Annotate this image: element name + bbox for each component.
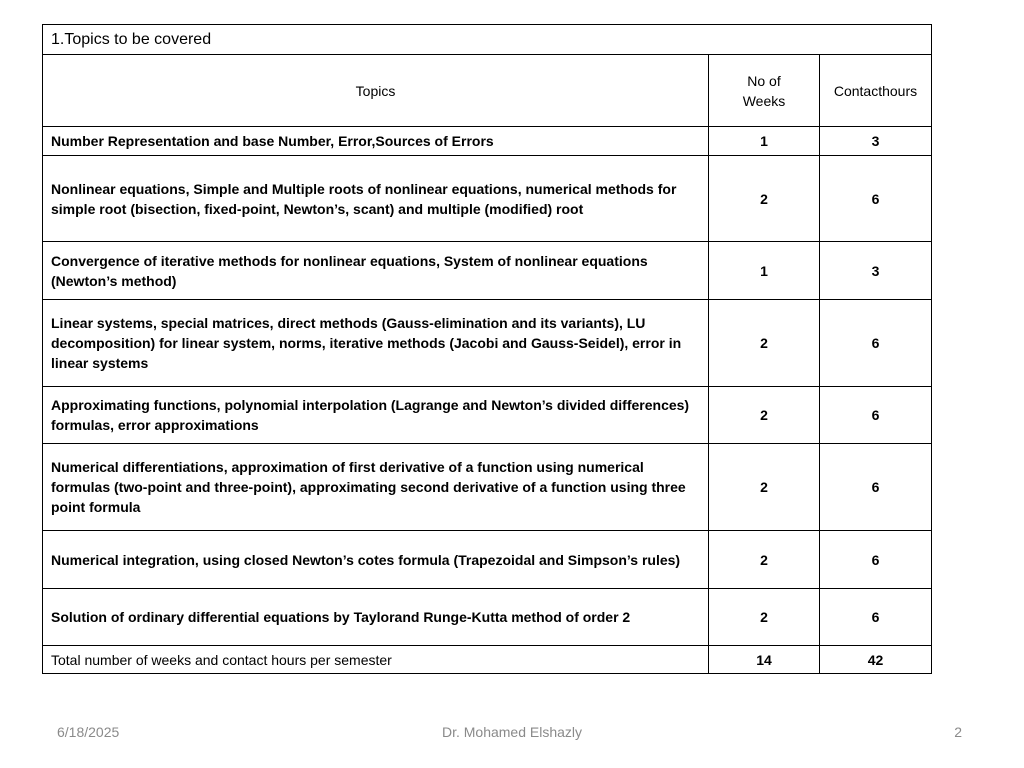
weeks-cell: 2 xyxy=(709,156,820,242)
header-row xyxy=(43,55,932,127)
hours-cell: 3 xyxy=(820,127,932,156)
table-row xyxy=(43,300,932,387)
topic-cell: Solution of ordinary differential equations by Taylorand Runge-Kutta method of order 2 xyxy=(43,589,709,646)
topics-table xyxy=(42,24,932,674)
total-label: Total number of weeks and contact hours per semester xyxy=(43,646,709,674)
weeks-cell: 2 xyxy=(709,531,820,589)
header-weeks-line1: No of xyxy=(747,72,781,89)
header-weeks xyxy=(709,55,820,127)
table-title: 1.Topics to be covered xyxy=(43,25,932,55)
table-row xyxy=(43,242,932,300)
hours-cell: 6 xyxy=(820,531,932,589)
table-row xyxy=(43,156,932,242)
weeks-cell: 2 xyxy=(709,444,820,531)
header-weeks-line2: Weeks xyxy=(742,92,786,109)
table-row xyxy=(43,387,932,444)
header-hours: Contacthours xyxy=(820,55,932,127)
topic-cell: Convergence of iterative methods for nonlinear equations, System of nonlinear equations (Newton’s method) xyxy=(43,242,709,300)
table-row xyxy=(43,127,932,156)
topic-cell: Approximating functions, polynomial interpolation (Lagrange and Newton’s divided differences) formulas, error approximations xyxy=(43,387,709,444)
weeks-cell: 1 xyxy=(709,127,820,156)
topic-cell: Number Representation and base Number, Error,Sources of Errors xyxy=(43,127,709,156)
hours-cell: 6 xyxy=(820,300,932,387)
hours-cell: 6 xyxy=(820,444,932,531)
topic-cell: Numerical integration, using closed Newton’s cotes formula (Trapezoidal and Simpson’s rules) xyxy=(43,531,709,589)
hours-cell: 6 xyxy=(820,156,932,242)
table-row xyxy=(43,589,932,646)
hours-cell: 3 xyxy=(820,242,932,300)
footer-author: Dr. Mohamed Elshazly xyxy=(441,724,583,740)
weeks-cell: 2 xyxy=(709,300,820,387)
weeks-cell: 2 xyxy=(709,589,820,646)
hours-cell: 6 xyxy=(820,387,932,444)
table-row xyxy=(43,531,932,589)
total-row xyxy=(43,646,932,674)
header-topics: Topics xyxy=(43,55,709,127)
total-hours: 42 xyxy=(820,646,932,674)
topic-cell: Numerical differentiations, approximation of first derivative of a function using numerical formulas (two-point and three-point), approximating second derivative of a function using three point formula xyxy=(43,444,709,531)
footer-date: 6/18/2025 xyxy=(57,724,120,740)
total-weeks: 14 xyxy=(709,646,820,674)
table-row xyxy=(43,444,932,531)
topic-cell: Nonlinear equations, Simple and Multiple roots of nonlinear equations, numerical methods for simple root (bisection, fixed-point, Newton’s, scant) and multiple (modified) root xyxy=(43,156,709,242)
weeks-cell: 1 xyxy=(709,242,820,300)
weeks-cell: 2 xyxy=(709,387,820,444)
topic-cell: Linear systems, special matrices, direct methods (Gauss-elimination and its variants), LU decomposition) for linear system, norms, iterative methods (Jacobi and Gauss-Seidel), error in linear systems xyxy=(43,300,709,387)
footer-page-number: 2 xyxy=(954,724,962,740)
hours-cell: 6 xyxy=(820,589,932,646)
